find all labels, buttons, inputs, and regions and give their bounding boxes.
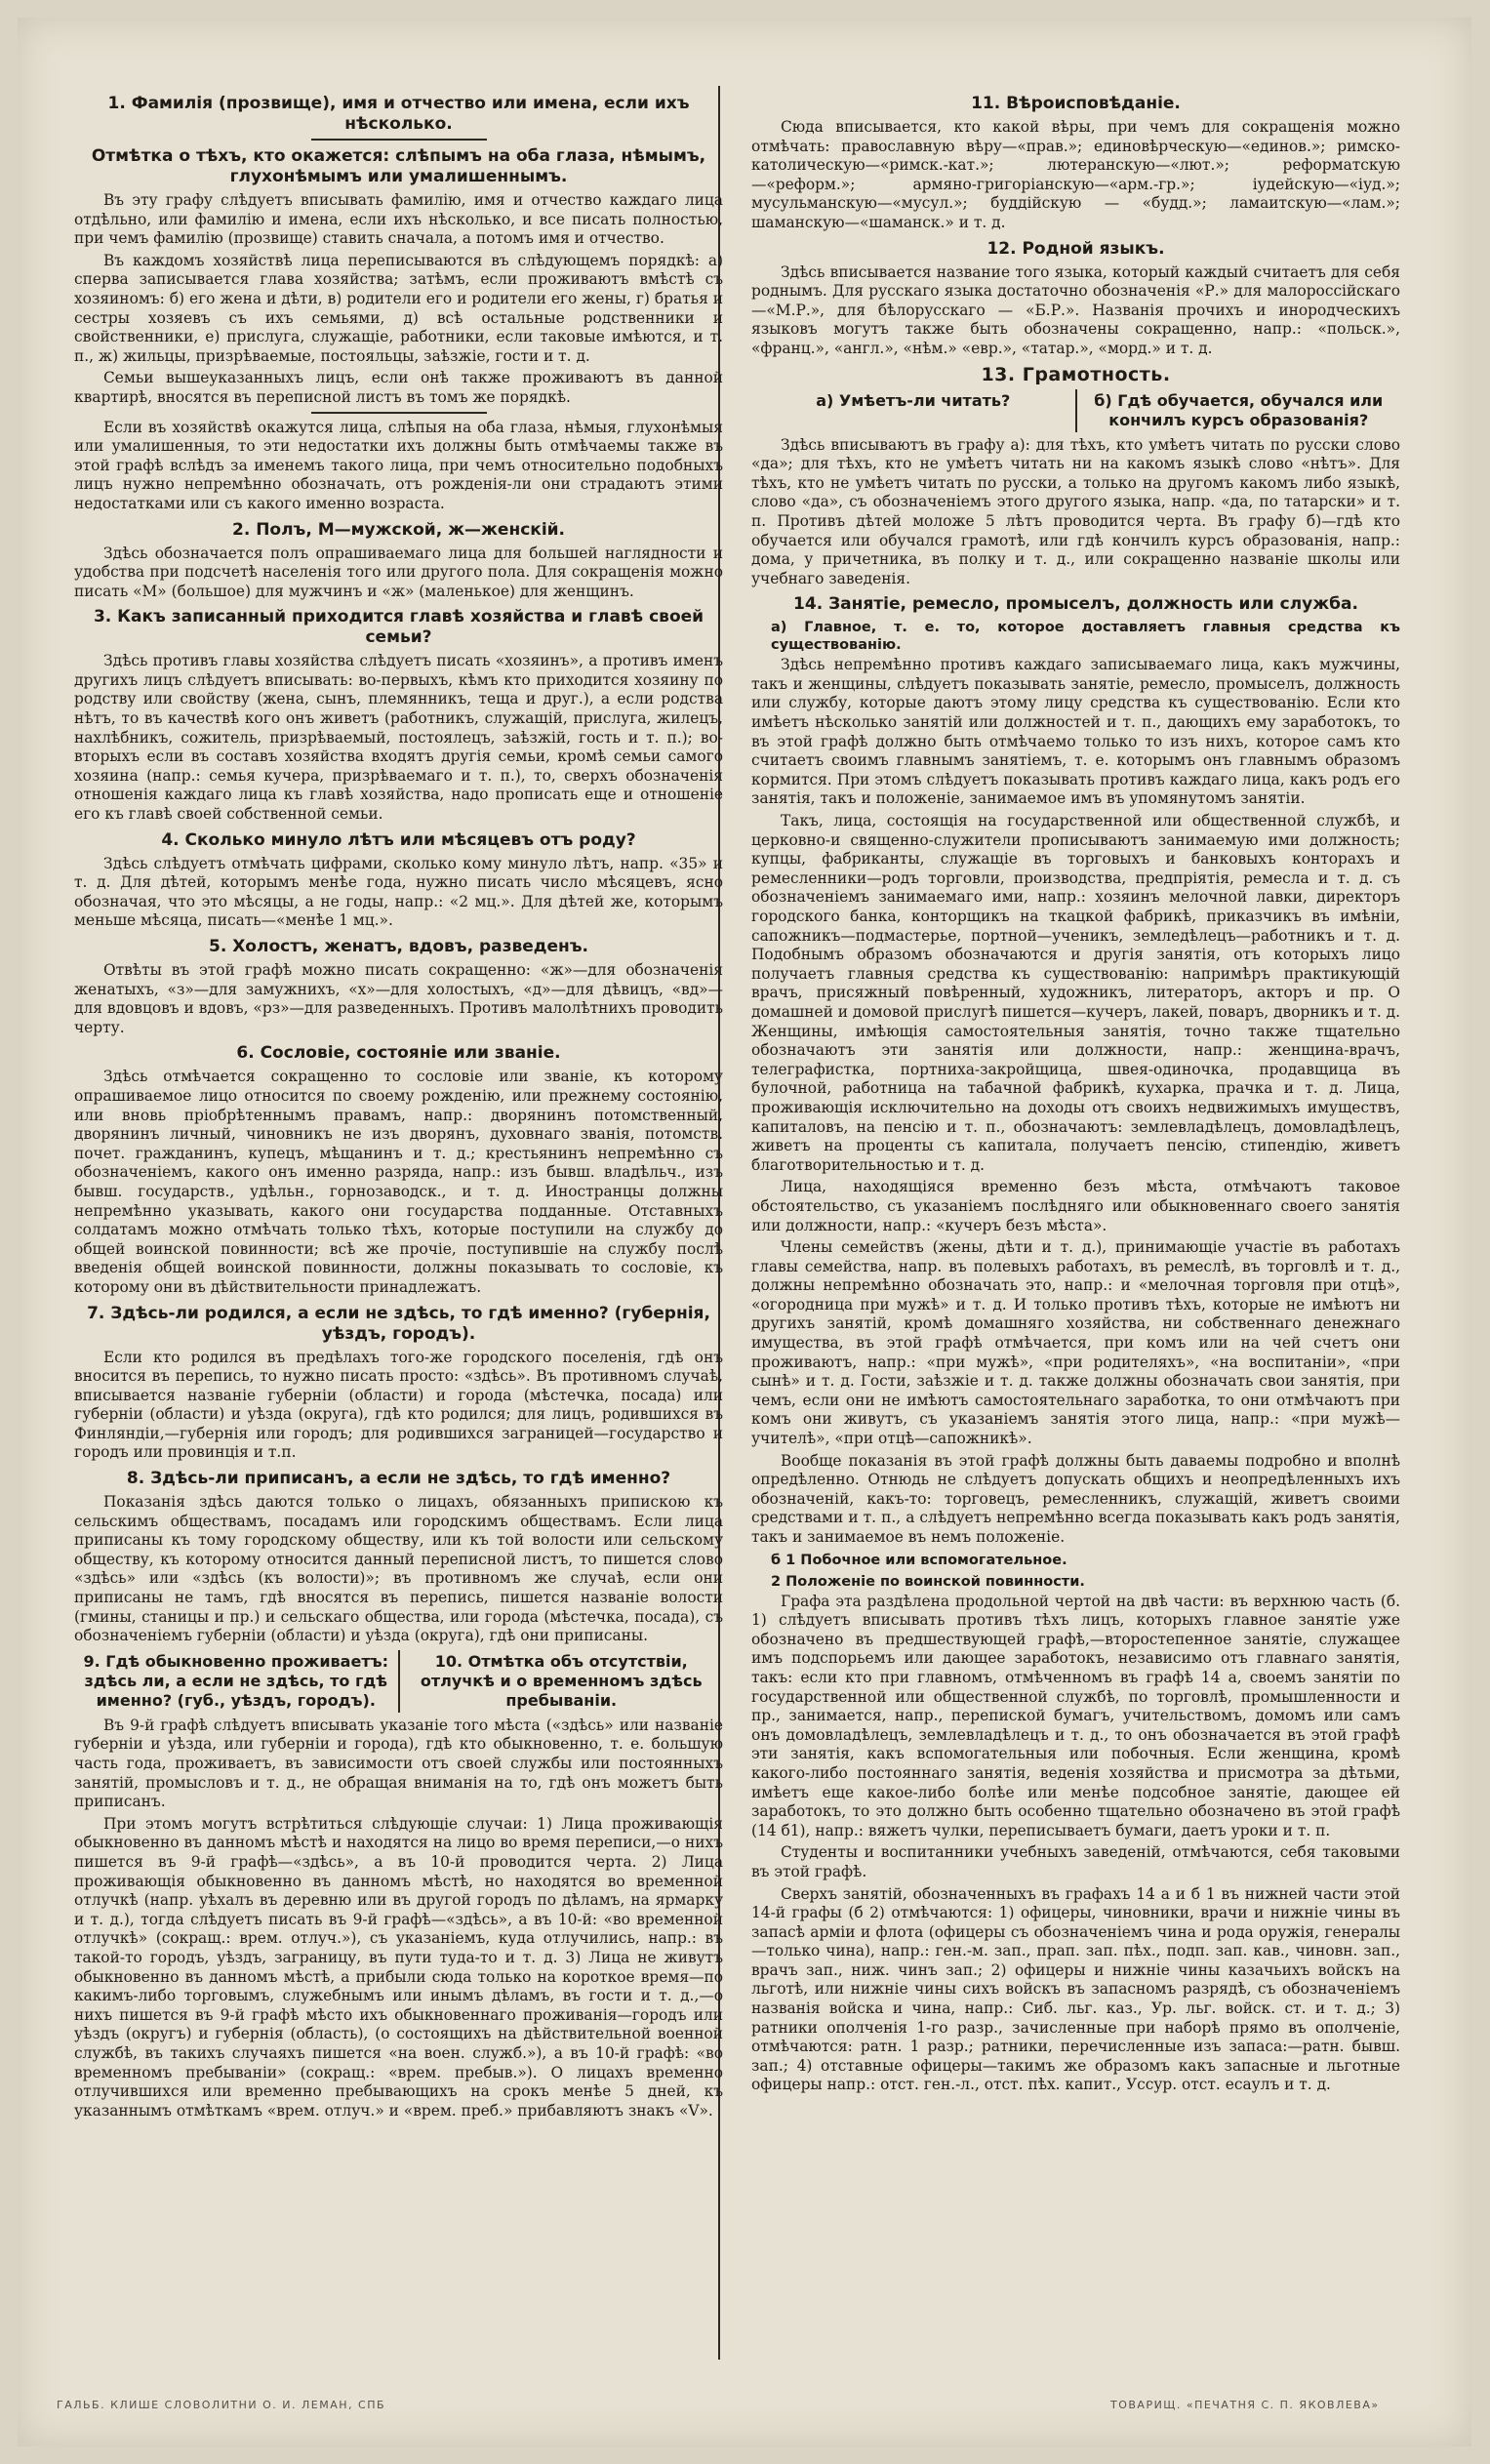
section-11-paragraph: Сюда вписывается, кто какой вѣры, при чемъ для сокращенія можно отмѣчать: православную вѣру—«прав.»; единовѣрческую—«единов.»; римско-католическую—«римск.-кат.»; лютеранскую—«лют.»; реформатскую—«реформ.»; армяно-григоріанскую—«арм.-гр.»; іудейскую—«іуд.»; мусульманскую—«мусул.»; буддійскую — «будд.»; ламаитскую—«лам.»; шаманскую—«шаманск.» и т. д.	[751, 118, 1400, 231]
section-1-note: Отмѣтка о тѣхъ, кто окажется: слѣпымъ на оба глаза, нѣмымъ, глухонѣмымъ или умалишеннымъ.	[91, 146, 706, 186]
rule	[311, 139, 487, 141]
section-1-paragraph: Въ эту графу слѣдуетъ вписывать фамилію, имя и отчество каждаго лица отдѣльно, или фамилію и имена, если ихъ нѣсколько, и все писать полностью, при чемъ фамилію (прозвище) ставить сначала, а потомъ имя и отчество.	[74, 191, 723, 248]
section-14b1-subtitle: б 1 Побочное или вспомогательное.	[771, 1552, 1067, 1568]
printer-imprint-left: ГАЛЬБ. КЛИШЕ СЛОВОЛИТНИ О. И. ЛЕМАН, СПБ	[57, 2399, 386, 2411]
section-7-paragraph: Если кто родился въ предѣлахъ того-же городского поселенія, гдѣ онъ вносится въ перепись, то нужно писать просто: «здѣсь». Въ противномъ случаѣ, вписывается названіе губерніи (области) и города (мѣстечка, посада) или губерніи (области) и уѣзда (округа), гдѣ кто родился; для лицъ, родившихся въ Финляндіи,—губернія или городъ; для родившихся заграницей—государство и городъ или провинція и т.п.	[74, 1348, 723, 1462]
section-14-title: 14. Занятіе, ремесло, промыселъ, должность или служба.	[793, 594, 1358, 615]
section-10-title: 10. Отмѣтка объ отсутствіи, отлучкѣ и о временномъ здѣсь пребываніи.	[398, 1650, 724, 1713]
rule	[311, 412, 487, 414]
section-5-paragraph: Отвѣты въ этой графѣ можно писать сокращенно: «ж»—для обозначенія женатыхъ, «з»—для замужнихъ, «х»—для холостыхъ, «д»—для дѣвицъ, «вд»—для вдовцовъ и вдовъ, «рз»—для разведенныхъ. Противъ малолѣтнихъ проводить черту.	[74, 961, 723, 1036]
census-instruction-sheet	[18, 18, 1471, 2446]
section-14-paragraph: Сверхъ занятій, обозначенныхъ въ графахъ 14 а и б 1 въ нижней части этой 14-й графы (б 2) отмѣчаются: 1) офицеры, чиновники, врачи и нижніе чины въ запасѣ арміи и флота (офицеры съ обозначеніемъ чина и рода оружія, генералы—только чина), напр.: ген.-м. зап., прап. зап. пѣх., подп. зап. кав., чиновн. зап., врачъ зап., ниж. чинъ зап.; 2) офицеры и нижніе чины казачьихъ войскъ на льготѣ, или нижніе чины сихъ войскъ въ запасномъ разрядѣ, съ обозначеніемъ названія войска и чина, напр.: Сиб. льг. каз., Ур. льг. войск. ст. и т. д.; 3) ратники ополченія 1-го разр., зачисленные при наборѣ прямо въ ополченіе, отмѣчаются: ратн. 1 разр.; ратники, перечисленные изъ запаса:—ратн. бывш. зап.; 4) отставные офицеры—такимъ же образомъ какъ запасные и льготные офицеры напр.: отст. ген.-л., отст. пѣх. капит., Уссур. отст. есаулъ и т. д.	[751, 1884, 1400, 2094]
section-14-paragraph: Здѣсь непремѣнно противъ каждаго записываемаго лица, какъ мужчины, такъ и женщины, слѣдуетъ показывать занятіе, ремесло, промыселъ, должность или службу, которые даютъ этому лицу средства къ существованію. Если кто имѣетъ нѣсколько занятій или должностей и т. п., дающихъ ему заработокъ, то въ этой графѣ должно быть отмѣчаемо только то изъ нихъ, которое самъ кто считаетъ своимъ главнымъ занятіемъ, т. е. которымъ онъ главнымъ образомъ кормится. При этомъ слѣдуетъ показывать противъ каждаго лица, какъ родъ его занятія, такъ и положеніе, занимаемое имъ въ упомянутомъ занятіи.	[751, 656, 1400, 808]
section-3-paragraph: Здѣсь противъ главы хозяйства слѣдуетъ писать «хозяинъ», а противъ именъ другихъ лицъ слѣдуетъ вписывать: во-первыхъ, кѣмъ кто приходится хозяину по родству или свойству (жена, сынъ, племянникъ, теща и друг.), а если родства нѣтъ, то въ качествѣ кого онъ живетъ (работникъ, служащій, прислуга, жилецъ, нахлѣбникъ, сожитель, призрѣваемый, постоялецъ, заѣзжій, гость и т. п.); во-вторыхъ если въ составъ хозяйства входятъ другія семьи, кромѣ семьи самого хозяина (напр.: семья кучера, призрѣваемаго и т. п.), то, сверхъ обозначенія отношенія каждаго лица къ главѣ хозяйства, надо прописать еще и отношеніе его къ главѣ своей собственной семьи.	[74, 652, 723, 824]
section-1-paragraph: Семьи вышеуказанныхъ лицъ, если онѣ также проживаютъ въ данной квартирѣ, вносятся въ переписной листъ въ томъ же порядкѣ.	[74, 369, 723, 406]
section-8-paragraph: Показанія здѣсь даются только о лицахъ, обязанныхъ припискою къ сельскимъ обществамъ, посадамъ или городскимъ обществамъ. Если лица приписаны къ тому городскому обществу, или къ той волости или сельскому обществу, къ которому относится данный переписной листъ, то пишется слово «здѣсь» или «здѣсь (къ волости)»; въ противномъ же случаѣ, если они приписаны не тамъ, гдѣ вносятся въ перепись, пишется названіе волости (гмины, станицы и пр.) и сельскаго общества, или города (мѣстечка, посада), съ обозначеніемъ губерніи (области) и уѣзда (округа), гдѣ они приписаны.	[74, 1493, 723, 1645]
section-14-paragraph: Члены семействъ (жены, дѣти и т. д.), принимающіе участіе въ работахъ главы семейства, напр. въ полевыхъ работахъ, въ ремеслѣ, въ торговлѣ и т. д., должны непремѣнно обозначать это, напр.: и «мелочная торговля при отцѣ», «огородница при мужѣ» и т. д. И только противъ тѣхъ, которые не имѣютъ ни другихъ занятій, кромѣ домашняго хозяйства, ни собственнаго денежнаго имущества, въ этой графѣ отмѣчается, при комъ или на чей счетъ они проживаютъ, напр.: «при мужѣ», «при родителяхъ», «на воспитаніи», «при сынѣ» и т. д. Гости, заѣзжіе и т. д. также должны обозначать свои занятія, при чемъ, если они не имѣютъ самостоятельнаго заработка, то они отмѣчаютъ при комъ они живутъ, съ указаніемъ занятія этого лица, напр.: «при мужѣ—учителѣ», «при отцѣ—сапожникѣ».	[751, 1238, 1400, 1448]
section-12-title: 12. Родной языкъ.	[987, 238, 1165, 259]
section-2-paragraph: Здѣсь обозначается полъ опрашиваемаго лица для большей наглядности и удобства при подсчетѣ населенія того или другого пола. Для сокращенія можно писать «М» (большое) для мужчинъ и «ж» (маленькое) для женщинъ.	[74, 544, 723, 600]
section-14-paragraph: Графа эта раздѣлена продольной чертой на двѣ части: въ верхнюю часть (б. 1) слѣдуетъ вписывать противъ тѣхъ лицъ, которыхъ главное занятіе уже обозначено въ предшествующей графѣ,—второстепенное занятіе, служащее имъ подспорьемъ или дающее заработокъ, независимо отъ главнаго занятія, такъ: если кто при главномъ, отмѣченномъ въ графѣ 14 а, своемъ занятіи по государственной или общественной службѣ, по торговлѣ, промышленности и пр., занимается, напр., перепиской бумагъ, учительствомъ, домомъ или самъ онъ домовладѣлецъ, землевладѣлецъ и т. д., то онъ обозначается въ этой графѣ эти занятія, какъ вспомогательныя или побочныя. Если женщина, кромѣ какого-либо постояннаго занятія, веденія хозяйства и присмотра за дѣтьми, имѣетъ еще какое-либо болѣе или менѣе подсобное занятіе, дающее ей заработокъ, то это должно быть особенно тщательно обозначено въ этой графѣ (14 б1), напр.: вяжетъ чулки, переписываетъ бумаги, даетъ уроки и т. п.	[751, 1592, 1400, 1839]
section-7-title: 7. Здѣсь-ли родился, а если не здѣсь, то гдѣ именно? (губернія, уѣздъ, городъ).	[87, 1303, 710, 1344]
section-14b2-subtitle: 2 Положеніе по воинской повинности.	[771, 1573, 1085, 1590]
section-4-title: 4. Сколько минуло лѣтъ или мѣсяцевъ отъ роду?	[161, 829, 636, 850]
section-2-title: 2. Полъ, М—мужской, ж—женскій.	[231, 519, 566, 540]
section-13b-title: б) Гдѣ обучается, обучался или кончилъ курсъ образованія?	[1075, 389, 1401, 432]
section-9-paragraph: При этомъ могутъ встрѣтиться слѣдующіе случаи: 1) Лица проживающія обыкновенно въ данномъ мѣстѣ и находятся на лицо во время переписи,—о нихъ пишется въ 9-й графѣ—«здѣсь», а въ 10-й проводится черта. 2) Лица проживающія обыкновенно въ данномъ мѣстѣ, но находятся во временной отлучкѣ (напр. уѣхалъ въ деревню или въ другой городъ по дѣламъ, на ярмарку и т. д.), тогда слѣдуетъ писать въ 9-й графѣ—«здѣсь», а въ 10-й: «во временной отлучкѣ» (сокращ.: врем. отлуч.»), съ указаніемъ, куда отлучились, напр.: въ такой-то городъ, уѣздъ, заграницу, въ пути туда-то и т. д. 3) Лица не живутъ обыкновенно въ данномъ мѣстѣ, а прибыли сюда только на короткое время—по какимъ-либо торговымъ, служебнымъ или инымъ дѣламъ, въ гости и т. д.,—о нихъ пишется въ 9-й графѣ мѣсто ихъ обыкновеннаго проживанія—городъ или уѣздъ (округъ) и губернія (область), (о состоящихъ на дѣйствительной военной службѣ, въ такихъ случаяхъ пишется «на воен. служб.»), а въ 10-й графѣ: «во временномъ пребываніи» (сокращ.: «врем. пребыв.»). О лицахъ временно отлучившихся или временно пребывающихъ на срокъ менѣе 5 дней, къ указаннымъ отмѣткамъ «врем. отлуч.» и «врем. преб.» прибавляютъ знакъ «V».	[74, 1814, 723, 2120]
section-14-paragraph: Вообще показанія въ этой графѣ должны быть даваемы подробно и вполнѣ опредѣленно. Отнюдь не слѣдуетъ допускать общихъ и неопредѣленныхъ ихъ обозначеній, какъ-то: торговецъ, ремесленникъ, служащій, живетъ своими средствами и т. п., а слѣдуетъ непремѣнно всегда показывать какъ родъ занятія, такъ и занимаемое въ немъ положеніе.	[751, 1451, 1400, 1546]
section-8-title: 8. Здѣсь-ли приписанъ, а если не здѣсь, то гдѣ именно?	[126, 1469, 671, 1489]
section-14-paragraph: Лица, находящіяся временно безъ мѣста, отмѣчаютъ таковое обстоятельство, съ указаніемъ послѣдняго или обыкновеннаго своего занятія или должности, напр.: «кучеръ безъ мѣста».	[751, 1178, 1400, 1234]
printer-imprint-right: ТОВАРИЩ. «ПЕЧАТНЯ С. П. ЯКОВЛЕВА»	[1110, 2399, 1380, 2411]
section-9-paragraph: Въ 9-й графѣ слѣдуетъ вписывать указаніе того мѣста («здѣсь» или названіе губерніи и уѣзда, или губерніи и города), гдѣ кто обыкновенно, т. е. большую часть года, проживаетъ, въ зависимости отъ своей службы или постоянныхъ занятій, промысловъ и т. д., не обращая вниманія на то, гдѣ онъ можетъ быть приписанъ.	[74, 1716, 723, 1811]
section-6-paragraph: Здѣсь отмѣчается сокращенно то сословіе или званіе, къ которому опрашиваемое лицо относится по своему рожденію, или прежнему состоянію, или вновь пріобрѣтеннымъ правамъ, напр.: дворянинъ потомственный, дворянинъ личный, чиновникъ не изъ дворянъ, духовнаго званія, потомств. почет. гражданинъ, купецъ, мѣщанинъ и т. д.; крестьянинъ непремѣнно съ обозначеніемъ, какого онъ именно разряда, напр.: изъ бывш. владѣльч., изъ бывш. государств., удѣльн., горнозаводск., и т. д. Иностранцы должны непремѣнно указывать, какого они государства подданные. Отставныхъ солдатамъ можно отмѣчать только тѣхъ, которые поступили на службу до общей воинской повинности; всѣ же прочіе, поступившіе на службу послѣ введенія общей воинской повинности, должны показывать то сословіе, къ которому они въ дѣйствительности принадлежатъ.	[74, 1068, 723, 1296]
section-14-paragraph: Студенты и воспитанники учебныхъ заведеній, отмѣчаются, себя таковыми въ этой графѣ.	[751, 1843, 1400, 1880]
section-14-paragraph: Такъ, лица, состоящія на государственной или общественной службѣ, и церковно-и священно-служители прописываютъ занимаемую ими должность; купцы, фабриканты, служащіе въ торговыхъ и банковыхъ конторахъ и ремесленники—родъ торговли, производства, предпріятія, ремесла и т. д. съ обозначеніемъ занимаемаго ими, напр.: хозяинъ мелочной лавки, директоръ городского банка, конторщикъ на ткацкой фабрикѣ, приказчикъ въ имѣніи, сапожникъ—подмастерье, портной—ученикъ, земледѣлецъ—работникъ и т. д. Подобнымъ образомъ обозначаются и другія занятія, отъ которыхъ лицо получаетъ главныя средства къ существованію: напримѣръ практикующій врачъ, присяжный повѣренный, художникъ, литераторъ, акторъ и пр. О домашней и домовой прислугѣ пишется—кучеръ, лакей, поваръ, дворникъ и т. д. Женщины, имѣющія самостоятельныя занятія, точно также тщательно обозначаютъ эти занятія или должности, напр.: женщина-врачъ, телеграфистка, портниха-закройщица, швея-одиночка, продавщица въ булочной, работница на табачной фабрикѣ, кухарка, прачка и т. д. Лица, проживающія исключительно на доходы отъ своихъ недвижимыхъ имуществъ, капиталовъ, на пенсію и т. п., обозначаютъ: землевладѣлецъ, домовладѣлецъ, живетъ на проценты съ капитала, получаетъ пенсію, стипендію, живетъ благотворительностью и т. д.	[751, 812, 1400, 1174]
section-13-paragraph: Здѣсь вписываютъ въ графу а): для тѣхъ, кто умѣетъ читать по русски слово «да»; для тѣхъ, кто не умѣетъ читать ни на какомъ языкѣ слово «нѣтъ». Для тѣхъ, кто не умѣетъ читать по русски, а только на другомъ какомъ либо языкѣ, слово «да», съ обозначеніемъ этого другого языка, напр. «да, по татарски» и т. п. Противъ дѣтей моложе 5 лѣтъ проводится черта. Въ графу б)—гдѣ кто обучается или обучался грамотѣ, или гдѣ кончилъ курсъ образованія, напр.: дома, у причетника, въ полку и т. д., или сокращенно названіе школы или учебнаго заведенія.	[751, 435, 1400, 587]
left-column	[74, 88, 723, 2123]
section-3-title: 3. Какъ записанный приходится главѣ хозяйства и главѣ своей семьи?	[93, 607, 705, 648]
right-column	[751, 88, 1400, 2098]
section-13-title: 13. Грамотность.	[981, 363, 1171, 385]
section-13-header	[751, 389, 1400, 432]
section-13a-title: а) Умѣетъ-ли читать?	[816, 390, 1011, 410]
section-1-paragraph: Если въ хозяйствѣ окажутся лица, слѣпыя на оба глаза, нѣмыя, глухонѣмыя или умалишенныя, то эти недостатки ихъ должны быть отмѣчаемы также въ этой графѣ вслѣдъ за именемъ такого лица, при чемъ относительно подобныхъ лицъ нужно непремѣнно обозначать, отъ рожденія-ли они страдаютъ этими недостатками или съ какого именно возраста.	[74, 418, 723, 512]
section-11-title: 11. Вѣроисповѣданіе.	[971, 94, 1181, 113]
section-4-paragraph: Здѣсь слѣдуетъ отмѣчать цифрами, сколько кому минуло лѣтъ, напр. «35» и т. д. Для дѣтей, которымъ менѣе года, нужно писать число мѣсяцевъ, ясно обозначая, что это мѣсяцы, а не годы, напр.: «2 мц.». Для дѣтей же, которымъ меньше мѣсяца, писать—«менѣе 1 мц.».	[74, 854, 723, 930]
section-6-title: 6. Сословіе, состояніе или званіе.	[236, 1043, 561, 1064]
section-5-title: 5. Холостъ, женатъ, вдовъ, разведенъ.	[209, 937, 588, 956]
section-14a-subtitle: а) Главное, т. е. то, которое доставляетъ главныя средства къ существованію.	[771, 620, 1400, 654]
section-1-paragraph: Въ каждомъ хозяйствѣ лица переписываются въ слѣдующемъ порядкѣ: а) сперва записывается глава хозяйства; затѣмъ, если проживаютъ вмѣстѣ съ хозяиномъ: б) его жена и дѣти, в) родители его и родители его жены, г) братья и сестры хозяевъ съ ихъ семьями, д) всѣ остальные родственники и свойственники, е) прислуга, служащіе, работники, если таковые имѣются, и т. п., ж) жильцы, призрѣваемые, постояльцы, заѣзжіе, гости и т. д.	[74, 251, 723, 365]
section-9-10-header	[74, 1650, 723, 1713]
section-12-paragraph: Здѣсь вписывается название того языка, который каждый считаетъ для себя роднымъ. Для русскаго языка достаточно обозначенія «Р.» для малороссійскаго—«М.Р.», для бѣлорусскаго — «Б.Р.». Названія прочихъ и инородческихъ языковъ могутъ также быть обозначены сокращенно, напр.: «польск.», «франц.», «англ.», «нѣм.» «евр.», «татар.», «морд.» и т. д.	[751, 263, 1400, 357]
section-1-title: 1. Фамилія (прозвище), имя и отчество или имена, если ихъ нѣсколько.	[107, 94, 690, 134]
section-9-title: 9. Гдѣ обыкновенно проживаетъ: здѣсь ли, а если не здѣсь, то гдѣ именно? (губ., уѣздъ, городъ).	[83, 1651, 389, 1710]
